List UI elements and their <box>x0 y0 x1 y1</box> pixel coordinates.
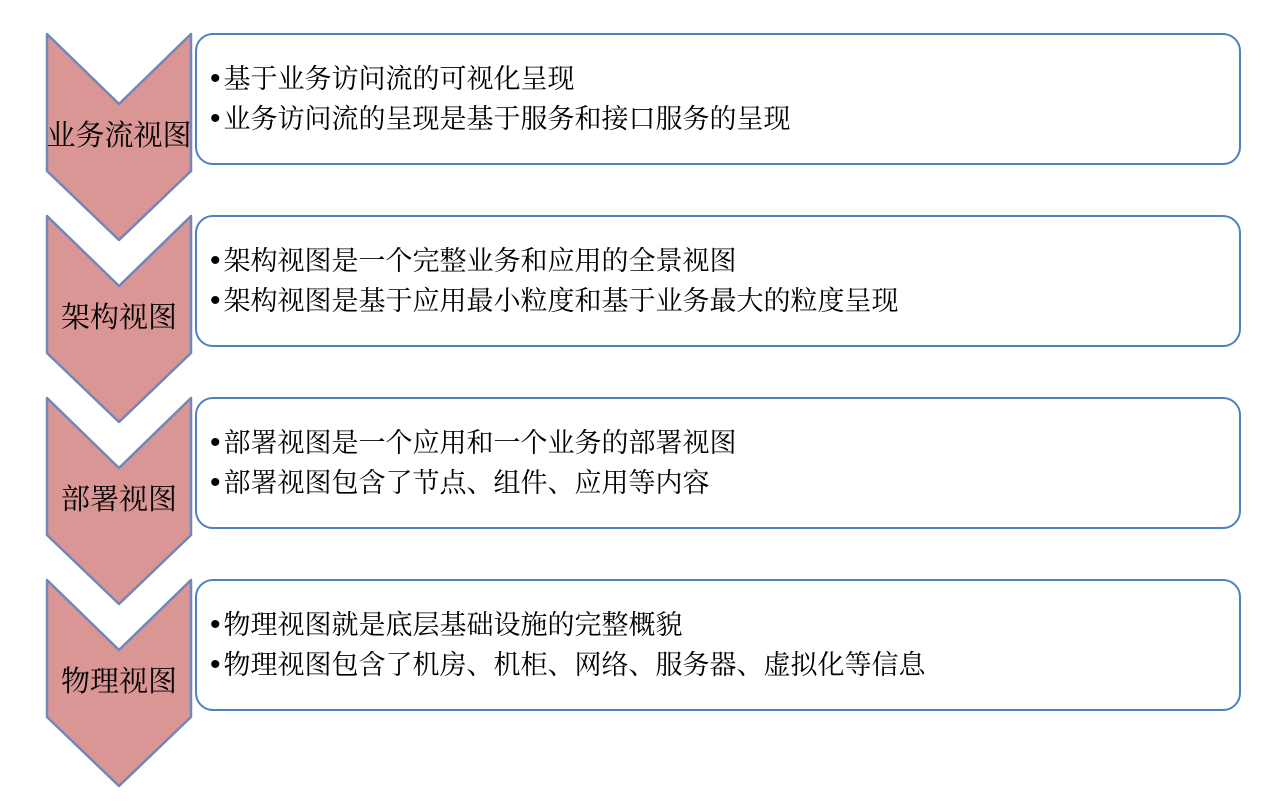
bullet-text: 部署视图包含了节点、组件、应用等内容 <box>223 468 710 498</box>
bullet-text: 物理视图就是底层基础设施的完整概貌 <box>223 610 683 640</box>
diagram-section-deployment-view <box>0 396 1276 606</box>
bullet-item <box>210 241 1239 281</box>
bullet-item <box>210 281 1239 321</box>
diagram-section-business-flow-view <box>0 32 1276 242</box>
bullet-item <box>210 59 1239 99</box>
bullet-dot-icon: • <box>210 426 221 459</box>
bullet-item <box>210 99 1239 139</box>
bullet-dot-icon: • <box>210 466 221 499</box>
bullet-text: 物理视图包含了机房、机柜、网络、服务器、虚拟化等信息 <box>223 650 926 680</box>
bullet-text: 架构视图是基于应用最小粒度和基于业务最大的粒度呈现 <box>223 286 899 316</box>
bullet-dot-icon: • <box>210 102 221 135</box>
chevron-label: 业务流视图 <box>46 120 192 152</box>
chevron-label: 部署视图 <box>60 484 177 516</box>
detail-box <box>195 215 1241 347</box>
chevron-label: 架构视图 <box>60 302 177 334</box>
detail-box <box>195 579 1241 711</box>
bullet-text: 架构视图是一个完整业务和应用的全景视图 <box>223 246 737 276</box>
bullet-dot-icon: • <box>210 62 221 95</box>
bullet-dot-icon: • <box>210 648 221 681</box>
chevron-label: 物理视图 <box>60 666 177 698</box>
bullet-dot-icon: • <box>210 244 221 277</box>
diagram-section-architecture-view <box>0 214 1276 424</box>
detail-box <box>195 33 1241 165</box>
bullet-item <box>210 463 1239 503</box>
bullet-text: 基于业务访问流的可视化呈现 <box>223 64 575 94</box>
bullet-item <box>210 645 1239 685</box>
bullet-item <box>210 605 1239 645</box>
bullet-dot-icon: • <box>210 608 221 641</box>
bullet-item <box>210 423 1239 463</box>
bullet-dot-icon: • <box>210 284 221 317</box>
bullet-text: 业务访问流的呈现是基于服务和接口服务的呈现 <box>223 104 791 134</box>
diagram-section-physical-view <box>0 578 1276 788</box>
bullet-text: 部署视图是一个应用和一个业务的部署视图 <box>223 428 737 458</box>
detail-box <box>195 397 1241 529</box>
